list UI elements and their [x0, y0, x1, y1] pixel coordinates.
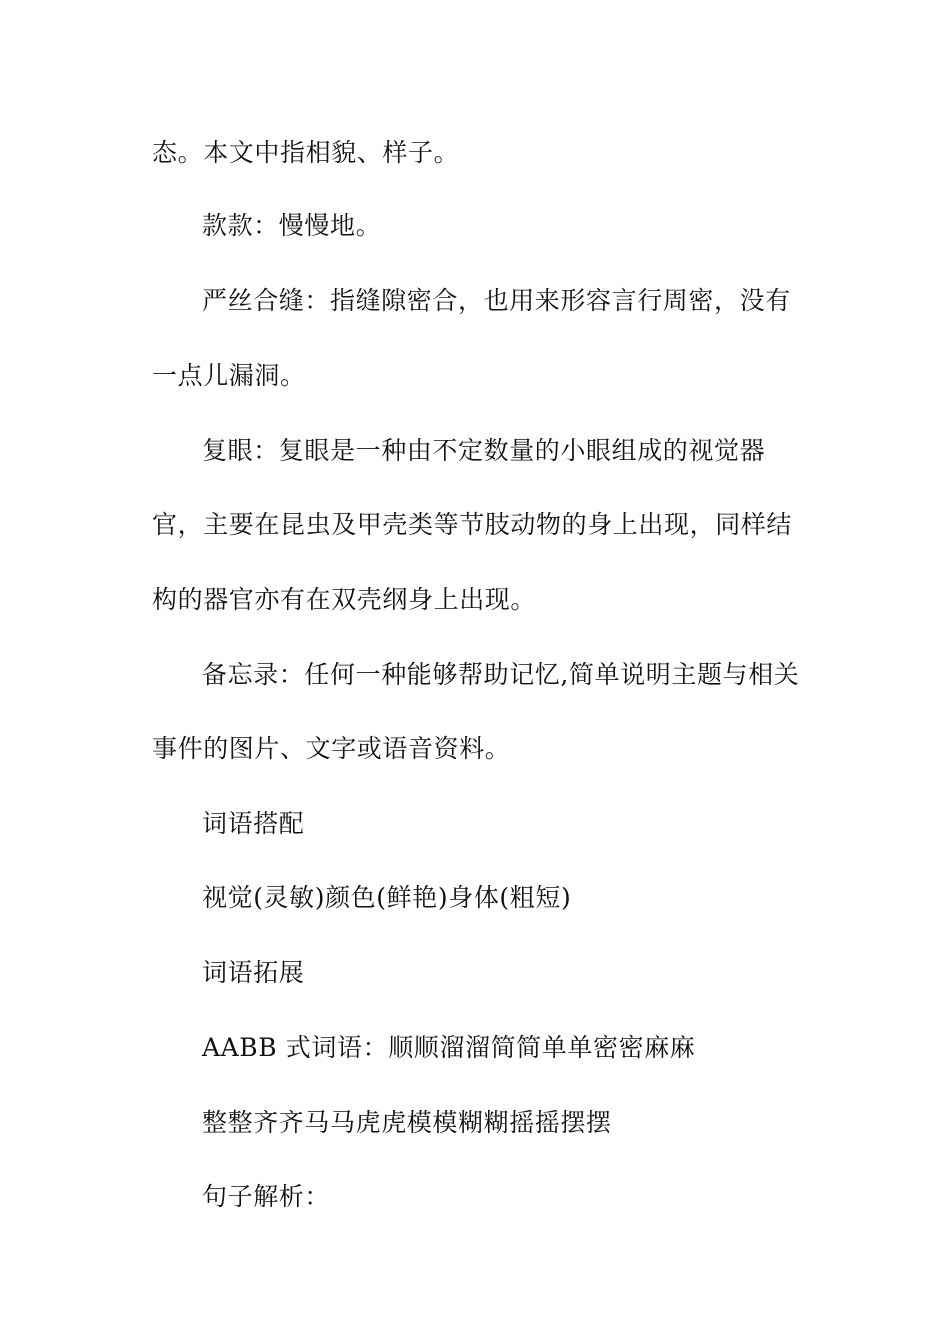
- text-line: 构的器官亦有在双壳纲身上出现。: [152, 585, 537, 614]
- collocation-examples: 视觉(灵敏)颜色(鲜艳)身体(粗短): [202, 883, 572, 912]
- definition-kuankuan: 款款：慢慢地。: [202, 211, 382, 240]
- definition-yansihefeng: 严丝合缝：指缝隙密合，也用来形容言行周密，没有: [202, 286, 791, 315]
- section-heading-sentence-analysis: 句子解析：: [202, 1182, 331, 1211]
- section-heading-expansion: 词语拓展: [202, 958, 305, 987]
- text-line: 一点儿漏洞。: [152, 361, 306, 390]
- aabb-words: AABB 式词语：顺顺溜溜简简单单密密麻麻: [202, 1033, 696, 1062]
- text-line: 官，主要在昆虫及甲壳类等节肢动物的身上出现，同样结: [152, 510, 793, 539]
- text-line: 态。本文中指相貌、样子。: [152, 138, 460, 167]
- definition-fuyan: 复眼：复眼是一种由不定数量的小眼组成的视觉器: [202, 436, 766, 465]
- definition-beiwanglu: 备忘录：任何一种能够帮助记忆,简单说明主题与相关: [202, 660, 800, 689]
- aabb-words-continued: 整整齐齐马马虎虎模模糊糊摇摇摆摆: [202, 1108, 612, 1137]
- section-heading-collocation: 词语搭配: [202, 809, 305, 838]
- text-line: 事件的图片、文字或语音资料。: [152, 734, 511, 763]
